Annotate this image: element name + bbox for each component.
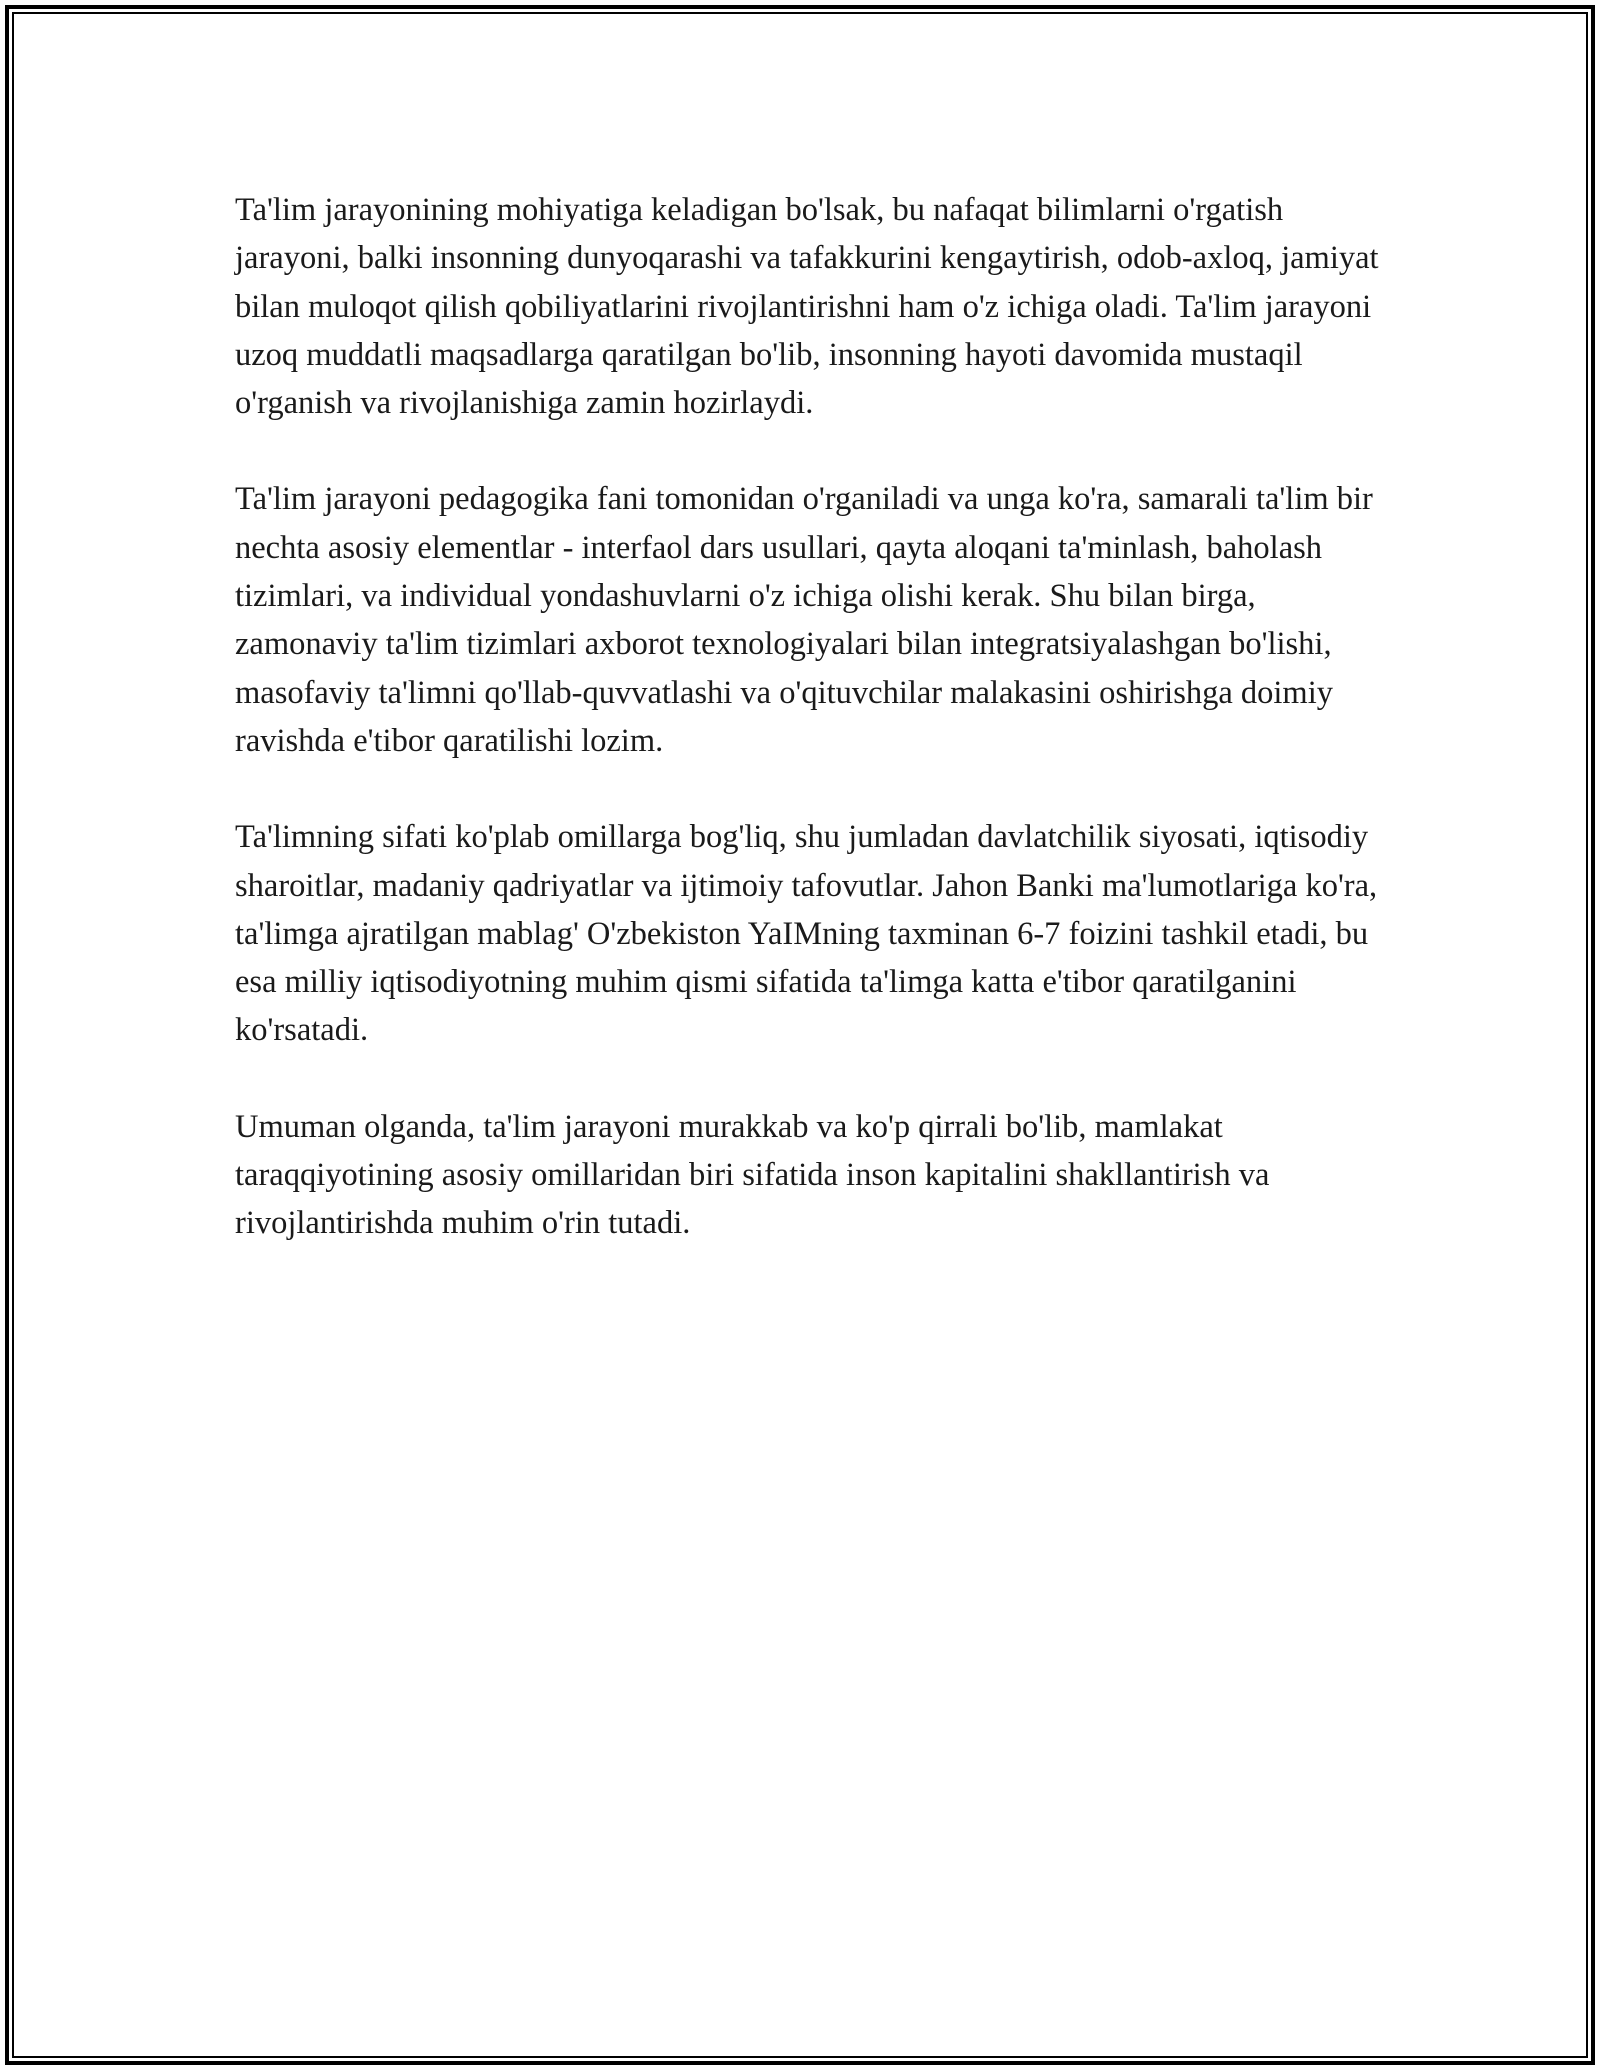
paragraph-2: Ta'lim jarayoni pedagogika fani tomonidan o'rganiladi va unga ko'ra, samarali ta'lim bir nechta asosiy elementlar - interfaol dars usullari, qayta aloqani ta'minlash, baholash tizimlari, va individual yondashuvlarni o'z ichiga olishi kerak. Shu bilan birga, zamonaviy ta'lim tizimlari axborot texnologiyalari bilan integratsiyalashgan bo'lishi, masofaviy ta'limni qo'llab-quvvatlashi va o'qituvchilar malakasini oshirishga doimiy ravishda e'tibor qaratilishi lozim. (235, 481, 1373, 759)
paragraph-4: Umuman olganda, ta'lim jarayoni murakkab va ko'p qirrali bo'lib, mamlakat taraqqiyotining asosiy omillaridan biri sifatida inson kapitalini shakllantirish va rivojlantirishda muhim o'rin tutadi. (235, 1108, 1270, 1242)
paragraph-3: Ta'limning sifati ko'plab omillarga bog'liq, shu jumladan davlatchilik siyosati, iqtisodiy sharoitlar, madaniy qadriyatlar va ijtimoiy tafovutlar. Jahon Banki ma'lumotlariga ko'ra, ta'limga ajratilgan mablag' O'zbekiston YaIMning taxminan 6-7 foizini tashkil etadi, bu esa milliy iqtisodiyotning muhim qismi sifatida ta'limga katta e'tibor qaratilganini ko'rsatadi. (235, 819, 1378, 1049)
paragraph-1: Ta'lim jarayonining mohiyatiga keladigan bo'lsak, bu nafaqat bilimlarni o'rgatish jarayoni, balki insonning dunyoqarashi va tafakkurini kengaytirish, odob-axloq, jamiyat bilan muloqot qilish qobiliyatlarini rivojlantirishni ham o'z ichiga oladi. Ta'lim jarayoni uzoq muddatli maqsadlarga qaratilgan bo'lib, insonning hayoti davomida mustaqil o'rganish va rivojlanishiga zamin hozirlaydi. (235, 192, 1379, 422)
document-body (235, 186, 1385, 1296)
